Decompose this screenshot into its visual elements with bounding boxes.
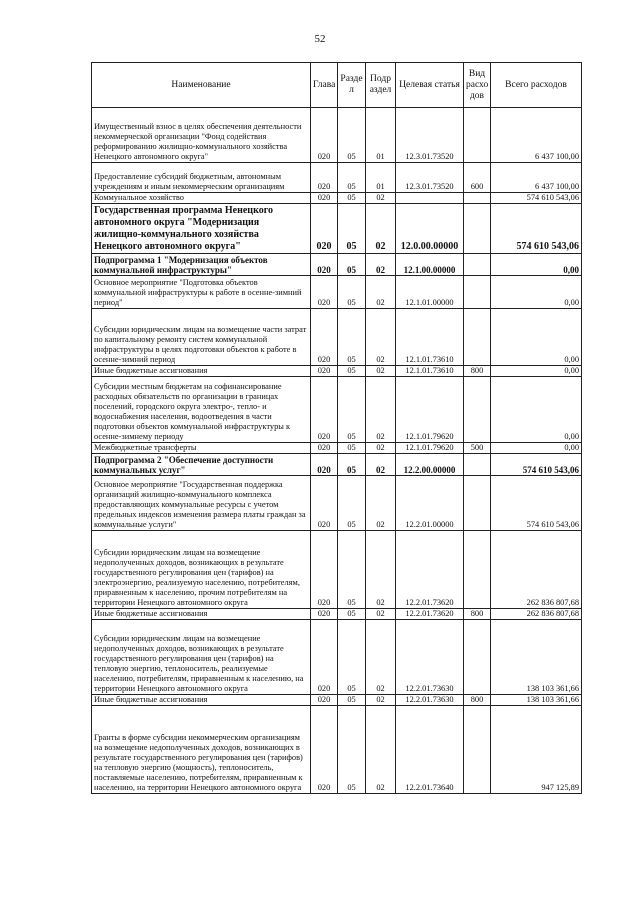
row-podrazdel: 02 (366, 309, 396, 366)
row-target: 12.3.01.73520 (396, 163, 464, 193)
row-glava: 020 (311, 366, 338, 377)
row-razdel: 05 (338, 204, 366, 254)
row-vid: 600 (464, 163, 491, 193)
row-podrazdel: 01 (366, 163, 396, 193)
table-row (92, 620, 582, 695)
row-razdel: 05 (338, 309, 366, 366)
table-row (92, 476, 582, 531)
row-total: 574 610 543,06 (491, 204, 582, 254)
row-podrazdel: 02 (366, 695, 396, 706)
header-vid: Вид расхо дов (464, 63, 491, 108)
row-glava: 020 (311, 476, 338, 531)
row-target: 12.2.01.73630 (396, 695, 464, 706)
row-total: 262 836 807,68 (491, 531, 582, 609)
row-name: Основное мероприятие "Государственная поддержка организаций жилищно-коммунального комплекса предоставляющих коммунальные ресурсы с учетом предельных индексов изменения размера платы граждан за коммунальные услуги" (92, 476, 311, 531)
row-razdel: 05 (338, 108, 366, 163)
row-name: Подпрограмма 1 "Модернизация объектов коммунальной инфраструктуры" (92, 254, 311, 276)
row-razdel: 05 (338, 531, 366, 609)
table-row (92, 108, 582, 163)
row-glava: 020 (311, 531, 338, 609)
row-razdel: 05 (338, 695, 366, 706)
row-target: 12.1.01.73610 (396, 366, 464, 377)
row-razdel: 05 (338, 193, 366, 204)
row-podrazdel: 02 (366, 204, 396, 254)
row-name: Иные бюджетные ассигнования (92, 366, 311, 377)
header-target: Целевая статья (396, 63, 464, 108)
header-podrazdel: Подр аздел (366, 63, 396, 108)
row-total: 0,00 (491, 366, 582, 377)
row-target: 12.1.00.00000 (396, 254, 464, 276)
header-razdel: Разде л (338, 63, 366, 108)
row-razdel: 05 (338, 163, 366, 193)
row-razdel: 05 (338, 609, 366, 620)
table-row (92, 366, 582, 377)
row-total: 6 437 100,00 (491, 163, 582, 193)
row-name: Субсидии юридическим лицам на возмещение недополученных доходов, возникающих в результате государственного регулирования цен (тарифов) на тепловую энергию, теплоноситель, реализуемые населению, потребителям, приравненным к населению, на территории Ненецкого автономного округа (92, 620, 311, 695)
row-vid (464, 204, 491, 254)
table-row (92, 609, 582, 620)
row-glava: 020 (311, 309, 338, 366)
row-target: 12.1.01.00000 (396, 276, 464, 309)
table-row (92, 695, 582, 706)
row-razdel: 05 (338, 254, 366, 276)
row-target: 12.1.01.79620 (396, 377, 464, 443)
row-vid: 800 (464, 695, 491, 706)
budget-table (91, 62, 582, 794)
table-row (92, 443, 582, 454)
row-target (396, 193, 464, 204)
row-razdel: 05 (338, 377, 366, 443)
row-podrazdel: 02 (366, 454, 396, 476)
row-vid (464, 531, 491, 609)
header-name: Наименование (92, 63, 311, 108)
row-podrazdel: 02 (366, 620, 396, 695)
row-name: Субсидии юридическим лицам на возмещение части затрат по капитальному ремонту систем коммунальной инфраструктуры в целях подготовки объектов к работе в осенне-зимний период (92, 309, 311, 366)
row-podrazdel: 02 (366, 193, 396, 204)
table-row (92, 531, 582, 609)
row-razdel: 05 (338, 454, 366, 476)
row-razdel: 05 (338, 476, 366, 531)
row-glava: 020 (311, 108, 338, 163)
row-razdel: 05 (338, 366, 366, 377)
row-podrazdel: 02 (366, 609, 396, 620)
row-glava: 020 (311, 620, 338, 695)
row-vid (464, 108, 491, 163)
row-total: 574 610 543,06 (491, 454, 582, 476)
row-target: 12.2.01.73630 (396, 620, 464, 695)
row-target: 12.0.00.00000 (396, 204, 464, 254)
row-total: 0,00 (491, 443, 582, 454)
row-total: 0,00 (491, 377, 582, 443)
row-glava: 020 (311, 276, 338, 309)
row-glava: 020 (311, 193, 338, 204)
row-name: Коммунальное хозяйство (92, 193, 311, 204)
row-glava: 020 (311, 706, 338, 794)
row-name: Государственная программа Ненецкого автономного округа "Модернизация жилищно-коммунального хозяйства Ненецкого автономного округа" (92, 204, 311, 254)
row-total: 0,00 (491, 276, 582, 309)
row-name: Иные бюджетные ассигнования (92, 609, 311, 620)
row-podrazdel: 02 (366, 706, 396, 794)
row-vid (464, 377, 491, 443)
row-name: Субсидии местным бюджетам на софинансирование расходных обязательств по организации в границах поселений, городского округа электро-, тепло- и водоснабжения населения, водоотведения в части подготовки объектов коммунальной инфраструктуры к осенне-зимнему периоду (92, 377, 311, 443)
row-vid: 800 (464, 609, 491, 620)
row-name: Межбюджетные трансферты (92, 443, 311, 454)
row-podrazdel: 02 (366, 366, 396, 377)
row-vid (464, 454, 491, 476)
row-target: 12.3.01.73520 (396, 108, 464, 163)
row-podrazdel: 02 (366, 377, 396, 443)
row-glava: 020 (311, 443, 338, 454)
row-vid (464, 309, 491, 366)
row-name: Предоставление субсидий бюджетным, автономным учреждениям и иным некоммерческим организациям (92, 163, 311, 193)
row-target: 12.2.01.00000 (396, 476, 464, 531)
row-podrazdel: 02 (366, 476, 396, 531)
row-total: 6 437 100,00 (491, 108, 582, 163)
row-total: 947 125,89 (491, 706, 582, 794)
row-vid: 500 (464, 443, 491, 454)
row-total: 138 103 361,66 (491, 695, 582, 706)
row-razdel: 05 (338, 443, 366, 454)
row-total: 0,00 (491, 254, 582, 276)
header-total: Всего расходов (491, 63, 582, 108)
row-vid (464, 706, 491, 794)
row-podrazdel: 02 (366, 276, 396, 309)
row-razdel: 05 (338, 706, 366, 794)
table-row (92, 706, 582, 794)
row-vid (464, 193, 491, 204)
table-row (92, 254, 582, 276)
row-glava: 020 (311, 454, 338, 476)
table-header-row (92, 63, 582, 108)
row-vid (464, 276, 491, 309)
header-glava: Глава (311, 63, 338, 108)
row-glava: 020 (311, 377, 338, 443)
row-total: 0,00 (491, 309, 582, 366)
row-podrazdel: 02 (366, 254, 396, 276)
row-target: 12.2.01.73620 (396, 609, 464, 620)
table-row (92, 309, 582, 366)
table-row (92, 276, 582, 309)
row-razdel: 05 (338, 276, 366, 309)
row-name: Подпрограмма 2 "Обеспечение доступности коммунальных услуг" (92, 454, 311, 476)
row-total: 574 610 543,06 (491, 476, 582, 531)
row-glava: 020 (311, 204, 338, 254)
row-glava: 020 (311, 695, 338, 706)
row-vid (464, 620, 491, 695)
row-name: Основное мероприятие "Подготовка объектов коммунальной инфраструктуры к работе в осенне-зимний период" (92, 276, 311, 309)
row-target: 12.1.01.79620 (396, 443, 464, 454)
row-razdel: 05 (338, 620, 366, 695)
table-row (92, 204, 582, 254)
row-podrazdel: 01 (366, 108, 396, 163)
row-total: 262 836 807,68 (491, 609, 582, 620)
row-total: 574 610 543,06 (491, 193, 582, 204)
row-glava: 020 (311, 163, 338, 193)
row-target: 12.2.01.73640 (396, 706, 464, 794)
row-podrazdel: 02 (366, 443, 396, 454)
row-target: 12.2.01.73620 (396, 531, 464, 609)
table-row (92, 193, 582, 204)
row-glava: 020 (311, 609, 338, 620)
row-vid: 800 (464, 366, 491, 377)
row-total: 138 103 361,66 (491, 620, 582, 695)
page-number: 52 (314, 33, 326, 45)
row-target: 12.1.01.73610 (396, 309, 464, 366)
row-target: 12.2.00.00000 (396, 454, 464, 476)
row-name: Гранты в форме субсидии некоммерческим организациям на возмещение недополученных доходов, возникающих в результате государственного регулирования цен (тарифов) на тепловую энергию (мощность), теплоноситель, поставляемые населению, потребителям, приравненным к населению, на территории Ненецкого автономного округа (92, 706, 311, 794)
row-vid (464, 254, 491, 276)
row-vid (464, 476, 491, 531)
row-podrazdel: 02 (366, 531, 396, 609)
table-row (92, 163, 582, 193)
row-name: Иные бюджетные ассигнования (92, 695, 311, 706)
row-name: Субсидии юридическим лицам на возмещение недополученных доходов, возникающих в результате государственного регулирования цен (тарифов) на электроэнергию, реализуемую населению, потребителям, приравненным к населению, прочим потребителям на территории Ненецкого автономного округа (92, 531, 311, 609)
table-row (92, 377, 582, 443)
row-name: Имущественный взнос в целях обеспечения деятельности некоммерческой организации "Фонд содействия реформированию жилищно-коммунального хозяйства Ненецкого автономного округа" (92, 108, 311, 163)
table-row (92, 454, 582, 476)
row-glava: 020 (311, 254, 338, 276)
